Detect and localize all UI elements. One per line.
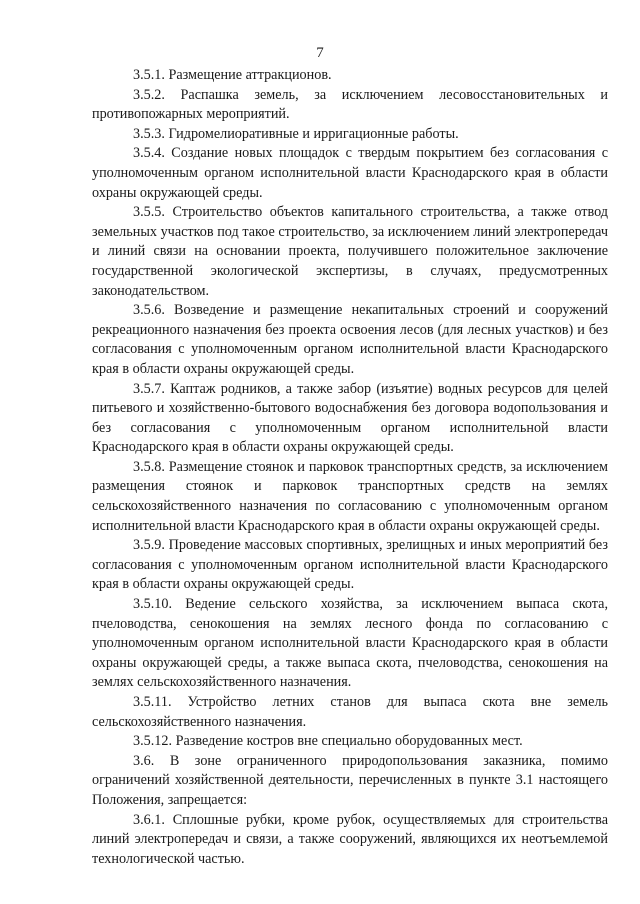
paragraph-3-5-10: 3.5.10. Ведение сельского хозяйства, за исключением выпаса скота, пчеловодства, сенокошения на землях лесного фонда по согласованию с уполномоченным органом исполнительной власти Краснодарского края в области охраны окружающей среды, а также выпаса скота, пчеловодства, сенокошения на землях сельскохозяйственного назначения. [92,596,608,691]
paragraph-3-5-9: 3.5.9. Проведение массовых спортивных, зрелищных и иных мероприятий без согласования с уполномоченным органом исполнительной власти Краснодарского края в области охраны окружающей среды. [92,537,608,593]
paragraph-3-5-5: 3.5.5. Строительство объектов капитального строительства, а также отвод земельных участков под такое строительство, за исключением линий электропередач и линий связи на основании проекта, получившего положительное заключение государственной экологической экспертизы, в случаях, предусмотренных законодательством. [92,204,608,299]
paragraph-3-5-11: 3.5.11. Устройство летних станов для выпаса скота вне земель сельскохозяйственного назначения. [92,694,608,730]
paragraph-3-5-4: 3.5.4. Создание новых площадок с твердым покрытием без согласования с уполномоченным органом исполнительной власти Краснодарского края в области охраны окружающей среды. [92,145,608,201]
paragraph-3-6-1: 3.6.1. Сплошные рубки, кроме рубок, осуществляемых для строительства линий электропередач и связи, а также сооружений, являющихся их неотъемлемой технологической частью. [92,811,608,867]
paragraph-3-5-3: 3.5.3. Гидромелиоративные и ирригационные работы. [133,125,459,142]
paragraph-3-5-8: 3.5.8. Размещение стоянок и парковок транспортных средств, за исключением размещения стоянок и парковок транспортных средств на землях сельскохозяйственного назначения по согласованию с уполномоченным органом исполнительной власти Краснодарского края в области охраны окружающей среды. [92,458,608,534]
paragraph-3-5-7: 3.5.7. Каптаж родников, а также забор (изъятие) водных ресурсов для целей питьевого и хозяйственно-бытового водоснабжения без договора водопользования и без согласования с уполномоченным органом исполнительной власти Краснодарского края в области охраны окружающей среды. [92,380,608,456]
paragraph-3-5-2: 3.5.2. Распашка земель, за исключением лесовосстановительных и противопожарных мероприятий. [92,86,608,123]
paragraph-3-5-6: 3.5.6. Возведение и размещение некапитальных строений и сооружений рекреационного назначения без проекта освоения лесов (для лесных участков) и без согласования с уполномоченным органом исполнительной власти Краснодарского края в области охраны окружающей среды. [92,302,608,377]
paragraph-3-5-1: 3.5.1. Размещение аттракционов. [133,67,332,83]
paragraph-3-5-12: 3.5.12. Разведение костров вне специально оборудованных мест. [133,733,523,750]
paragraph-3-6: 3.6. В зоне ограниченного природопользования заказника, помимо ограничений хозяйственной деятельности, перечисленных в пункте 3.1 настоящего Положения, запрещается: [92,752,608,808]
page-number: 7 [316,45,324,61]
document-body [92,66,608,869]
